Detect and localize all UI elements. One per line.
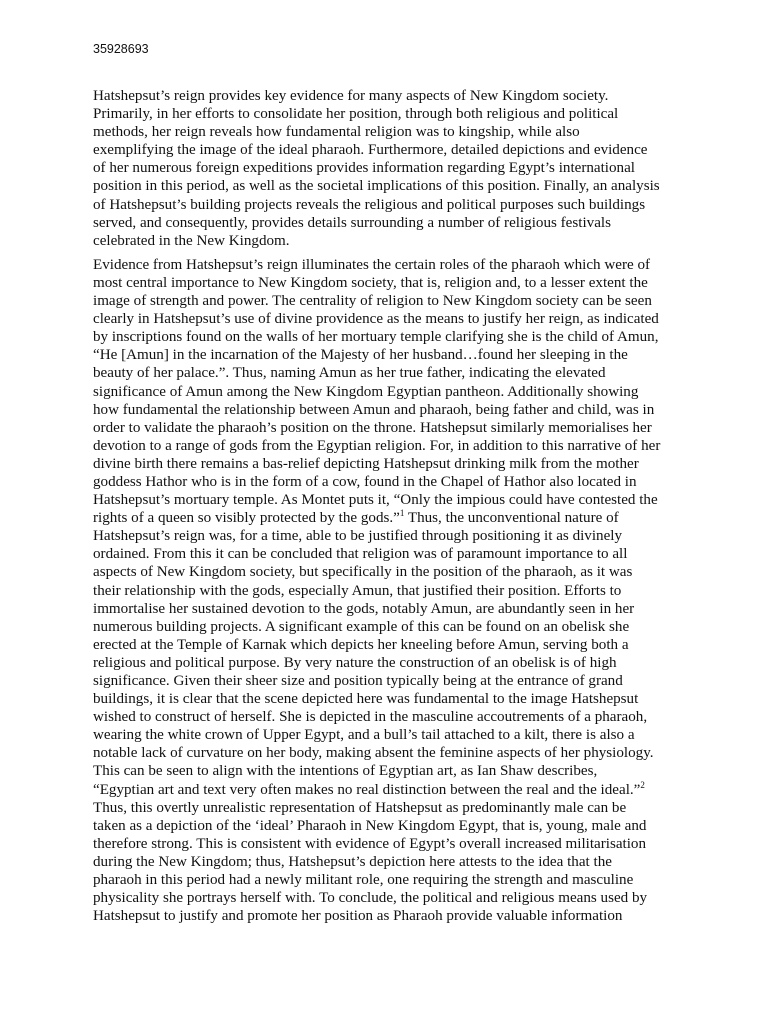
text-line: by inscriptions found on the walls of her mortuary temple clarifying she is the child of Amun, — [93, 329, 659, 346]
text-line: numerous building projects. A significant example of this can be found on an obelisk she — [93, 618, 630, 635]
text-line: their relationship with the gods, especially Amun, that justified their position. Efforts to — [93, 582, 622, 599]
text-line: significance of Amun among the New Kingdom Egyptian pantheon. Additionally showing — [93, 383, 639, 400]
text-line: wearing the white crown of Upper Egypt, and a bull’s tail attached to a kilt, there is also a — [93, 727, 635, 744]
text-line: significance. Given their sheer size and position typically being at the entrance of grand — [93, 673, 623, 689]
text-line: therefore strong. This is consistent with evidence of Egypt’s overall increased militarisation — [93, 835, 647, 852]
text-line: Hatshepsut’s mortuary temple. As Montet puts it, “Only the impious could have contested the — [93, 492, 658, 509]
text-line: physicality she portrays herself with. To conclude, the political and religious means used by — [93, 890, 648, 907]
text-line: aspects of New Kingdom society, but specifically in the position of the pharaoh, as it was — [93, 564, 633, 581]
text-line: Thus, this overtly unrealistic representation of Hatshepsut as predominantly male can be — [93, 799, 627, 816]
text-line: rights of a queen so visibly protected by the gods.”$^1$ Thus, the unconventional nature of — [93, 508, 619, 527]
text-line: celebrated in the New Kingdom. — [93, 232, 290, 249]
text-line: This can be seen to align with the intentions of Egyptian art, as Ian Shaw describes, — [93, 763, 598, 780]
text-line: exemplifying the image of the ideal pharaoh. Furthermore, detailed depictions and evidence — [93, 142, 648, 159]
text-line: order to validate the pharaoh’s position on the throne. Hatshepsut similarly memorialises her — [93, 419, 652, 436]
text-line: clearly in Hatshepsut’s use of divine providence as the means to justify her reign, as indicated — [93, 311, 659, 328]
text-line: Hatshepsut to justify and promote her position as Pharaoh provide valuable information — [93, 908, 623, 925]
text-line: pharaoh in this period had a newly militant role, one requiring the strength and masculine — [93, 872, 634, 889]
text-line: immortalise her sustained devotion to the gods, notably Amun, are abundantly seen in her — [93, 600, 635, 617]
paragraph-introduction — [93, 87, 682, 250]
footnote-marker: 2 — [640, 779, 645, 790]
text-line: image of strength and power. The centrality of religion to New Kingdom society can be seen — [93, 293, 652, 310]
text-line: during the New Kingdom; thus, Hatshepsut’s depiction here attests to the idea that the — [93, 853, 612, 870]
text-line: wished to construct of herself. She is depicted in the masculine accoutrements of a pharaoh, — [93, 709, 648, 726]
text-line: how fundamental the relationship between Amun and pharaoh, being father and child, was in — [93, 401, 655, 418]
text-line: Hatshepsut’s reign provides key evidence for many aspects of New Kingdom society. — [93, 88, 609, 104]
footnote-marker: 1 — [399, 508, 405, 519]
text-line: beauty of her palace.”. Thus, naming Amun as her true father, indicating the elevated — [93, 365, 606, 382]
text-line: “Egyptian art and text very often makes no real distinction between the real and the ideal.”$^2$ — [93, 779, 645, 798]
text-line: Hatshepsut’s reign was, for a time, able to be justified through positioning it as divinely — [93, 528, 623, 545]
text-line: of Hatshepsut’s building projects reveals the religious and political purposes such buildings — [93, 196, 646, 213]
text-line: position in this period, as well as the societal implications of this position. Finally, an analysis — [93, 178, 660, 195]
text-line: goddess Hathor who is in the form of a cow, found in the Chapel of Hathor also located in — [93, 473, 637, 490]
paragraph-body — [93, 256, 682, 925]
text-line: religious and political purpose. By very nature the construction of an obelisk is of high — [93, 654, 617, 671]
text-line: devotion to a range of gods from the Egyptian religion. For, in addition to this narrative of her — [93, 437, 661, 454]
text-line: Evidence from Hatshepsut’s reign illuminates the certain roles of the pharaoh which were of — [93, 256, 651, 273]
text-line: “He [Amun] in the incarnation of the Majesty of her husband…found her sleeping in the — [93, 347, 628, 364]
text-line: served, and consequently, provides details surrounding a number of religious festivals — [93, 214, 611, 231]
text-line: erected at the Temple of Karnak which depicts her kneeling before Amun, serving both a — [93, 636, 629, 653]
text-line: taken as a depiction of the ‘ideal’ Pharaoh in New Kingdom Egypt, that is, young, male and — [93, 817, 647, 834]
text-line: of her numerous foreign expeditions provides information regarding Egypt’s international — [93, 160, 635, 177]
text-line: notable lack of curvature on her body, making absent the feminine aspects of her physiology. — [93, 745, 654, 762]
text-line: buildings, it is clear that the scene depicted here was fundamental to the image Hatshepsut — [93, 691, 639, 708]
student-id: 35928693 — [93, 42, 149, 56]
text-line: methods, her reign reveals how fundamental religion was to kingship, while also — [93, 124, 580, 141]
text-line: ordained. From this it can be concluded that religion was of paramount importance to all — [93, 546, 628, 563]
text-line: Primarily, in her efforts to consolidate her position, through both religious and political — [93, 106, 619, 123]
text-line: divine birth there remains a bas-relief depicting Hatshepsut drinking milk from the mother — [93, 455, 639, 472]
text-line: most central importance to New Kingdom society, that is, religion and, to a lesser extent the — [93, 274, 648, 291]
body-text — [93, 87, 682, 931]
